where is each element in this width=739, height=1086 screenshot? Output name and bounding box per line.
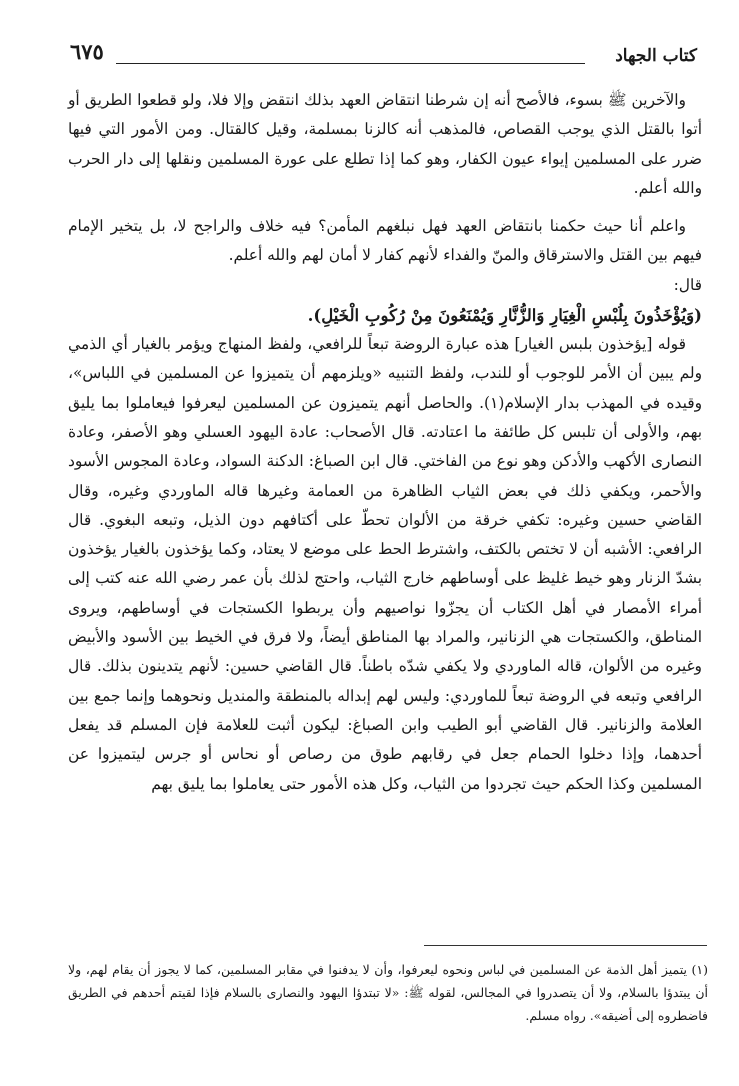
page-number: ٦٧٥ <box>70 39 104 64</box>
qal-label: قال: <box>673 275 702 294</box>
footnote-rule <box>424 945 707 946</box>
paragraph-1: والآخرين ﷺ بسوء، فالأصح أنه إن شرطنا انتقاض العهد بذلك انتقض وإلا فلا، ولو قطعوا الطريق أو أتوا بالقتل الذي يوجب القصاص، فالمذهب أنه كالزنا بمسلمة، وقيل كالقتال. ومن الأمور التي فيها ضرر على المسلمين إيواء عيون الكفار، وهو كما إذا تطلع على عورة المسلمين ونقلها إلى دار الحرب والله أعلم. <box>68 91 702 197</box>
footnote-text: (١) يتميز أهل الذمة عن المسلمين في لباس ونحوه ليعرفوا، وأن لا يدفنوا في مقابر المسلمين، كما لا يجوز أن يقام لهم، ولا أن يبتدؤا بالسلام، ولا أن يتصدروا في المجالس، لقوله ﷺ: «لا تبتدؤا اليهود والنصارى بالسلام فإذا لقيتم أحدهم في الطريق فاضطروه إلى أضيقه». رواه مسلم. <box>68 962 708 1023</box>
footnote <box>68 958 708 1027</box>
main-text <box>68 86 702 799</box>
paragraph-3: قوله [يؤخذون بلبس الغيار] هذه عبارة الروضة تبعاً للرافعي، ولفظ المنهاج ويؤمر بالغيار أي الذمي ولم يبين أن الأمر للوجوب أو للندب، ولفظ التنبيه «ويلزمهم أن يتميزوا عن المسلمين في اللباس»، وقيده في المهذب بدار الإسلام(١). والحاصل أنهم يتميزون عن المسلمين ليعرفوا فيعاملوا بما يليق بهم، والأولى أن تلبس كل طائفة ما اعتادته. قال الأصحاب: عادة اليهود العسلي وهو الأصفر، وعادة النصارى الأكهب والأدكن وهو نوع من الفاختي. قال ابن الصباغ: الدكنة السواد، وعادة المجوس الأسود والأحمر، ويكفي ذلك في بعض الثياب الظاهرة من العمامة وغيرها قاله الماوردي وغيره، وقال القاضي حسين وغيره: تكفي خرقة من الألوان تحطّ على أكتافهم دون الذيل، وتبعه البغوي. قال الرافعي: الأشبه أن لا تختص بالكتف، واشترط الحط على موضع لا يعتاد، وكما يؤخذون بالغيار يؤخذون بشدّ الزنار وهو خيط غليظ على أوساطهم خارج الثياب، واحتج لذلك بأن عمر رضي الله عنه كتب إلى أمراء الأمصار في أهل الكتاب أن يجزّوا نواصيهم وأن يربطوا الكستجات في أوساطهم، ويروى المناطق، والكستجات هي الزنانير، والمراد بها المناطق أيضاً، ولا فرق في الخيط بين الأسود والأبيض وغيره من الألوان، قاله الماوردي ولا يكفي شدّه باطناً. قال القاضي حسين: لأنهم يتدينون بذلك. قال الرافعي وتبعه في الروضة تبعاً للماوردي: وليس لهم إبداله بالمنطقة والمنديل ونحوهما وإنما جمع بين العلامة والزنانير. قال القاضي أبو الطيب وابن الصباغ: ليكون أثبت للعلامة فإن المسلم قد يفعل أحدهما، وإذا دخلوا الحمام جعل في رقابهم طوق من رصاص أو نحاس أو جرس ليتميزوا عن المسلمين وكذا الحكم حيث تجردوا من الثياب، وكل هذه الأمور حتى يعاملوا بما يليق بهم <box>68 335 703 793</box>
matn-quote: (وَيُؤْخَذُونَ بِلُبْسِ الْغِيَارِ وَالزُّنَّارِ وَيُمْنَعُونَ مِنْ رُكُوبِ الْخَيْلِ). <box>307 305 702 326</box>
chapter-title: كتاب الجهاد <box>615 46 697 66</box>
page-header <box>70 39 697 74</box>
paragraph-2: واعلم أنا حيث حكمنا بانتقاض العهد فهل نبلغهم المأمن؟ فيه خلاف والراجح لا، بل يتخير الإمام فيهم بين القتل والاسترقاق والمنّ والفداء لأنهم كفار لا أمان لهم والله أعلم. <box>68 217 702 265</box>
header-rule <box>116 63 585 64</box>
